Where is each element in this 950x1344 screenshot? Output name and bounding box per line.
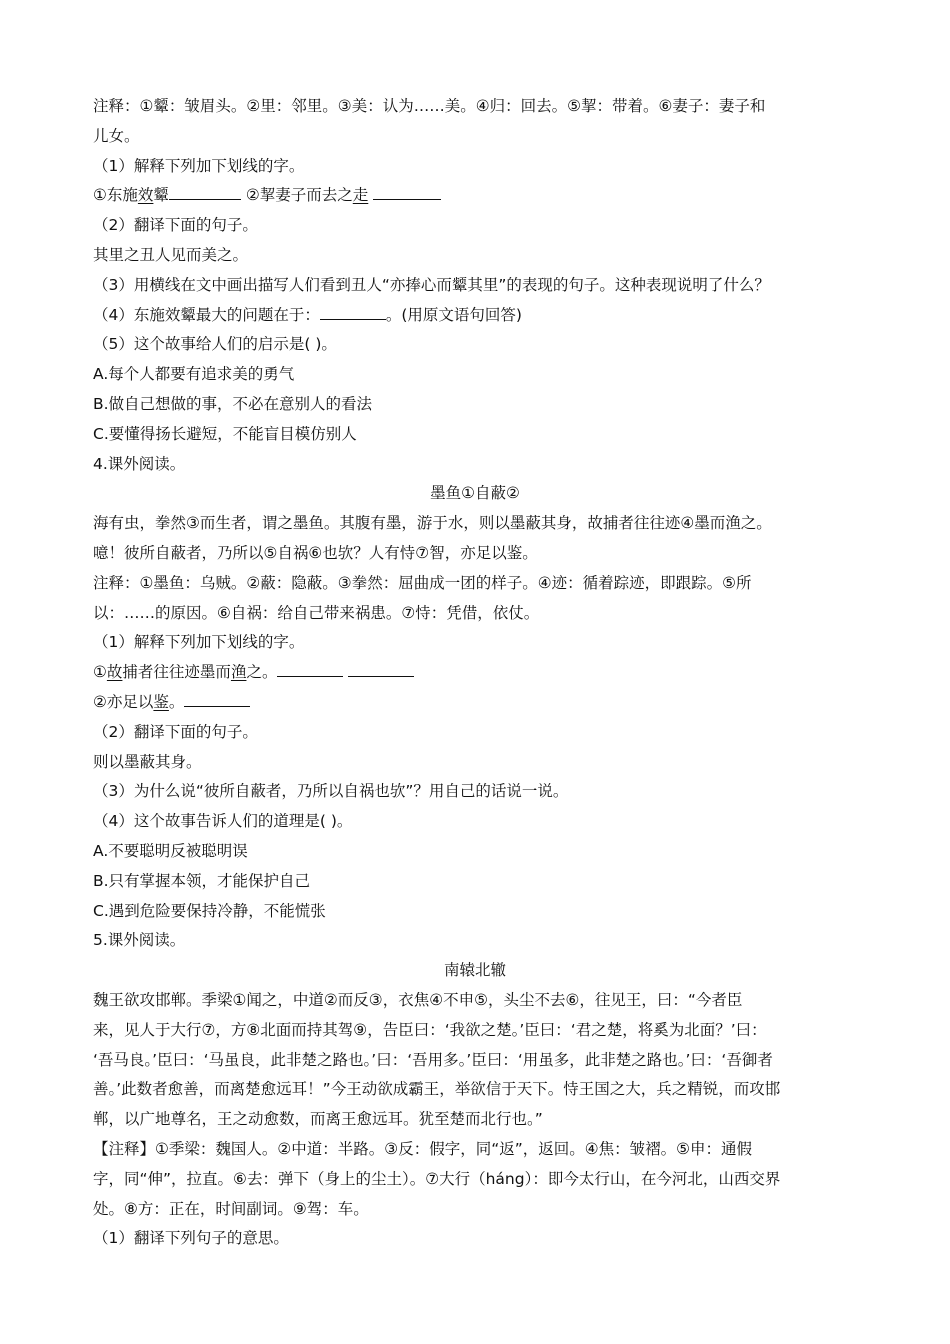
text-line <box>93 305 864 325</box>
text-segment: 之。 <box>246 663 278 682</box>
text-segment: 处。⑧方：正在，时间副词。⑨驾：车。 <box>93 1199 369 1218</box>
text-segment: （4）东施效颦最大的问题在于： <box>93 305 320 324</box>
text-segment: 墨鱼①自蔽② <box>430 484 520 503</box>
underlined-character: 走 <box>352 186 369 205</box>
text-segment: C.遇到危险要保持冷静，不能慌张 <box>93 901 326 920</box>
text-line <box>93 1139 864 1159</box>
text-segment: ‘吾马良。’臣曰：‘马虽良，此非楚之路也。’曰：‘吾用多。’臣曰：‘用虽多，此非楚之路也。’曰：‘吾御者 <box>93 1050 773 1069</box>
answer-blank[interactable] <box>348 662 414 677</box>
text-line <box>93 841 864 861</box>
underlined-character: 效 <box>137 186 154 205</box>
text-segment: 则以墨蔽其身。 <box>93 752 202 771</box>
text-line <box>93 394 864 414</box>
text-segment: （5）这个故事给人们的启示是( )。 <box>93 335 337 354</box>
text-segment: 捕者往往迹墨而 <box>122 663 231 682</box>
text-segment: 以：……的原因。⑥自祸：给自己带来祸患。⑦恃：凭借，依仗。 <box>93 603 540 622</box>
text-segment: 【注释】①季梁：魏国人。②中道：半路。③反：假字，同“返”，返回。④焦：皱褶。⑤申：通假 <box>93 1140 753 1158</box>
text-segment: 注释：①颦：皱眉头。②里：邻里。③美：认为……美。④归：回去。⑤挈：带着。⑥妻子：妻子和 <box>93 97 766 115</box>
text-segment: ① <box>93 663 107 682</box>
text-segment: （3）用横线在文中画出描写人们看到丑人“亦捧心而颦其里”的表现的句子。这种表现说明了什么？ <box>93 275 770 294</box>
text-segment: 字，同“伸”，拉直。⑥去：弹下（身上的尘土）。⑦大行（háng）：即今太行山，在今河北，山西交界 <box>93 1169 781 1188</box>
text-line <box>93 603 864 623</box>
text-segment: B.只有掌握本领，才能保护自己 <box>93 871 311 890</box>
text-line <box>93 990 864 1010</box>
underlined-character: 鉴 <box>153 693 169 711</box>
text-segment: 注释：①墨鱼：乌贼。②蔽：隐蔽。③拳然：屈曲成一团的样子。④迹：循着踪迹，即跟踪。⑤所 <box>93 573 752 592</box>
text-segment: ②亦足以 <box>93 693 154 711</box>
text-line <box>93 334 864 354</box>
text-line <box>93 275 864 295</box>
text-segment: （2）翻译下面的句子。 <box>93 216 258 235</box>
underlined-character: 故 <box>106 663 123 682</box>
text-line <box>93 871 864 891</box>
text-line <box>93 752 864 772</box>
text-line <box>93 543 864 563</box>
underlined-character: 渔 <box>230 663 247 682</box>
text-line <box>93 364 864 384</box>
text-segment: A.每个人都要有追求美的勇气 <box>93 365 295 384</box>
text-segment: 海有虫，拳然③而生者，谓之墨鱼。其腹有墨，游于水，则以墨蔽其身，故捕者往往迹④墨而渔之。 <box>93 514 772 533</box>
text-line <box>93 811 864 831</box>
text-line <box>93 1169 864 1189</box>
text-segment: 儿女。 <box>93 126 140 145</box>
text-line <box>93 930 864 950</box>
text-line <box>93 1109 864 1129</box>
section-title <box>0 483 950 503</box>
text-line <box>93 901 864 921</box>
text-line <box>93 781 864 801</box>
text-line <box>93 126 864 146</box>
text-line <box>93 1199 864 1219</box>
text-segment: （1）解释下列加下划线的字。 <box>93 633 305 652</box>
text-segment: 郸，以广地尊名，王之动愈数，而离王愈远耳。犹至楚而北行也。” <box>93 1110 543 1129</box>
text-segment: （1）解释下列加下划线的字。 <box>93 156 305 175</box>
text-line <box>93 245 864 265</box>
text-line <box>93 215 864 235</box>
text-segment: 5.课外阅读。 <box>93 931 186 950</box>
section-title <box>0 960 950 980</box>
text-line <box>93 96 864 116</box>
text-line <box>93 156 864 176</box>
text-line <box>93 1079 864 1099</box>
answer-blank[interactable] <box>169 185 241 200</box>
answer-blank[interactable] <box>184 692 250 707</box>
text-line <box>93 1050 864 1070</box>
text-segment: 4.课外阅读。 <box>93 454 186 473</box>
text-segment: B.做自己想做的事，不必在意别人的看法 <box>93 395 373 413</box>
text-segment: 来，见人于大行⑦，方⑧北面而持其驾⑨，告臣曰：‘我欲之楚。’臣曰：‘君之楚，将奚为北面？’曰： <box>93 1020 767 1039</box>
text-line <box>93 513 864 533</box>
text-line <box>93 573 864 593</box>
text-segment: （1）翻译下列句子的意思。 <box>93 1229 289 1248</box>
text-line <box>93 424 864 444</box>
text-segment: （2）翻译下面的句子。 <box>93 722 258 741</box>
text-segment: C.要懂得扬长避短，不能盲目模仿别人 <box>93 424 357 443</box>
text-segment: 。 <box>168 693 185 711</box>
answer-blank[interactable] <box>277 662 343 677</box>
text-segment: ①东施 <box>93 186 138 205</box>
text-segment: A.不要聪明反被聪明误 <box>93 842 248 860</box>
text-segment: （4）这个故事告诉人们的道理是( )。 <box>93 812 353 831</box>
text-segment: 。(用原文语句回答) <box>385 305 522 324</box>
text-segment: 南辕北辙 <box>443 961 506 980</box>
answer-blank[interactable] <box>373 185 441 200</box>
text-line <box>93 692 864 712</box>
text-line <box>93 722 864 742</box>
text-segment: 噫！彼所自蔽者，乃所以⑤自祸⑥也欤？人有恃⑦智，亦足以鉴。 <box>93 544 538 562</box>
text-segment: （3）为什么说“彼所自蔽者，乃所以自祸也欤”？用自己的话说一说。 <box>93 782 569 801</box>
text-segment: 其里之丑人见而美之。 <box>93 246 249 264</box>
text-segment: ②挈妻子而去之 <box>240 186 353 205</box>
text-segment: 善。’此数者愈善，而离楚愈远耳！”今王动欲成霸王，举欲信于天下。恃王国之大，兵之精锐，而攻邯 <box>93 1080 781 1099</box>
text-line <box>93 454 864 474</box>
answer-blank[interactable] <box>320 305 386 320</box>
text-line <box>93 185 864 205</box>
text-segment: 颦 <box>153 186 169 205</box>
text-segment: 魏王欲攻邯郸。季梁①闻之，中道②而反③，衣焦④不申⑤，头尘不去⑥，往见王，曰：“今者臣 <box>93 991 743 1009</box>
text-line <box>93 1020 864 1040</box>
text-line <box>93 1228 864 1248</box>
text-line <box>93 662 864 682</box>
text-line <box>93 632 864 652</box>
